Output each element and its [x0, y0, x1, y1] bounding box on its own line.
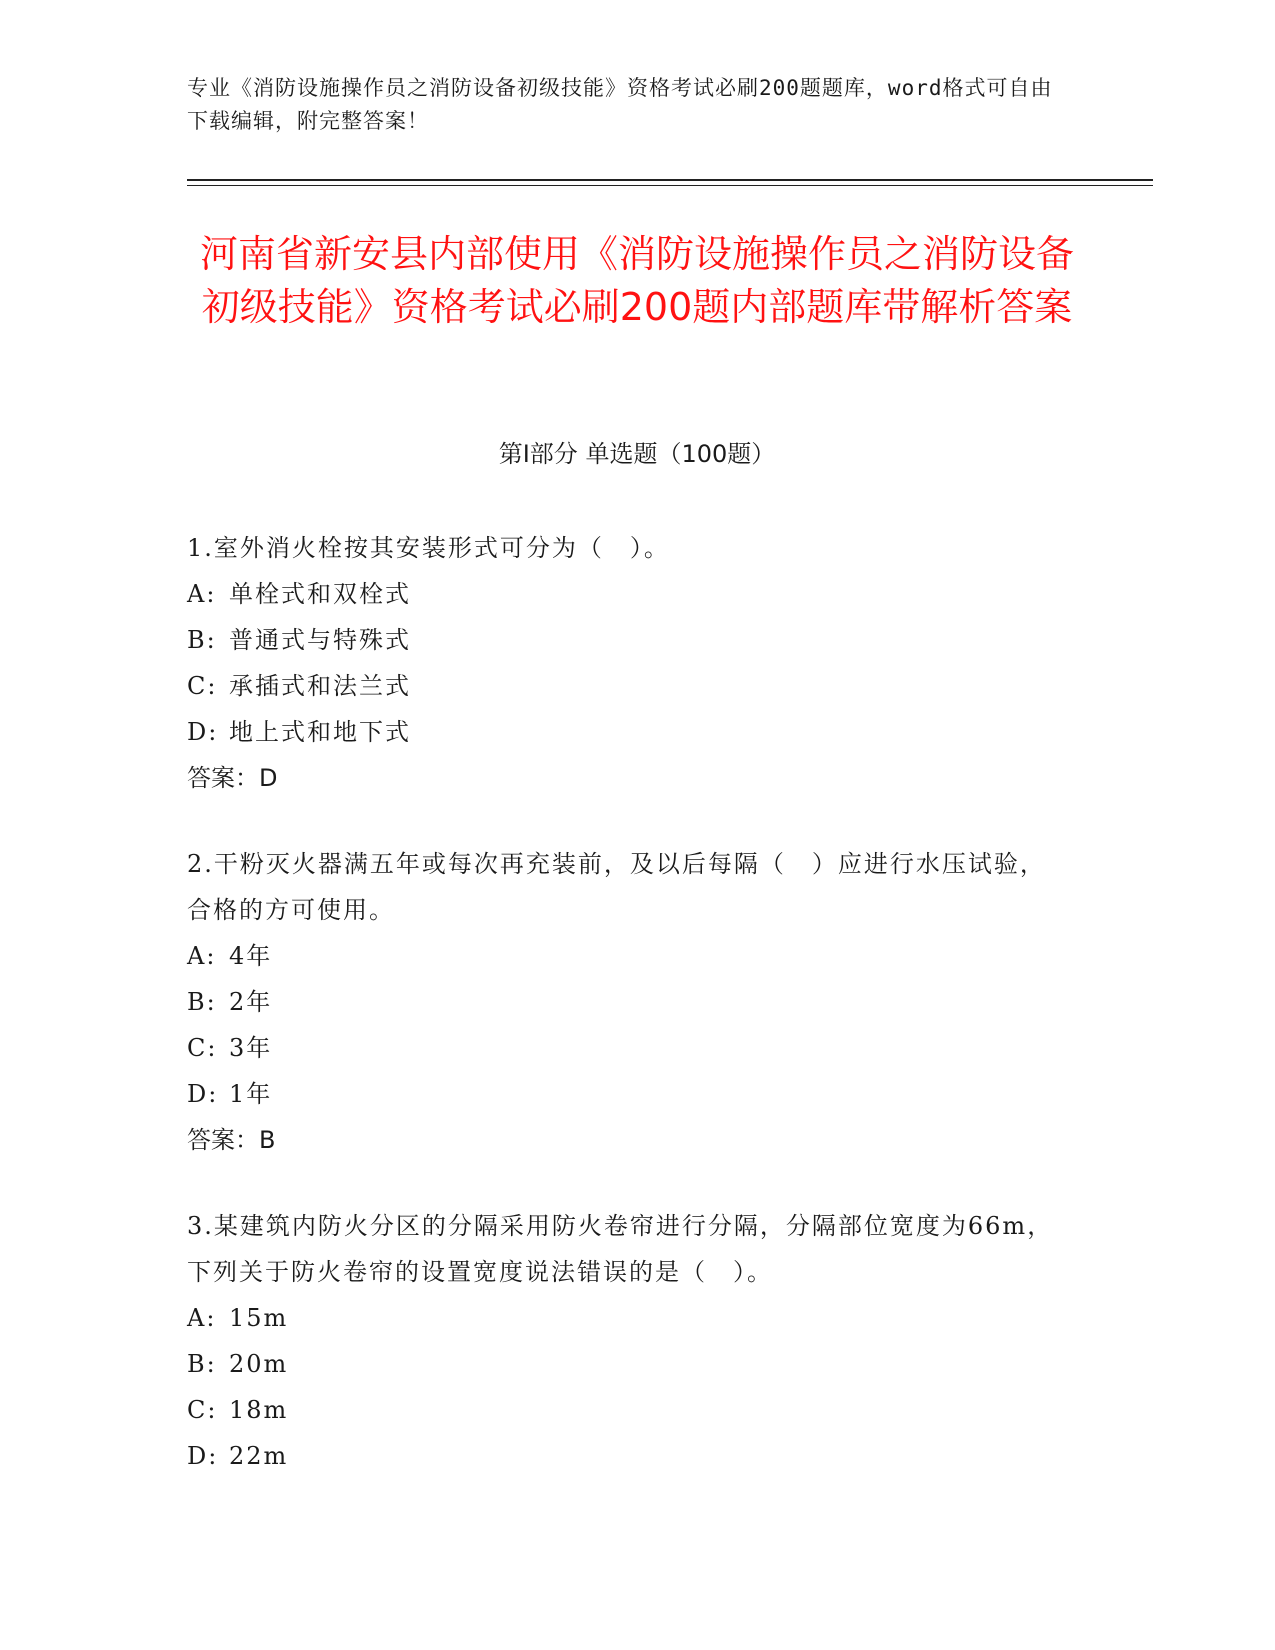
question-stem: 2.干粉灭火器满五年或每次再充装前，及以后每隔（ ）应进行水压试验，合格的方可使用。 — [187, 850, 1046, 924]
question-2 — [187, 841, 1067, 1163]
option-text: 15m — [229, 1304, 289, 1332]
question-list — [187, 525, 1067, 1519]
option-d — [187, 1433, 1067, 1479]
option-key: D: — [187, 1442, 219, 1470]
question-stem: 3.某建筑内防火分区的分隔采用防火卷帘进行分隔，分隔部位宽度为66m，下列关于防火卷帘的设置宽度说法错误的是（ ）。 — [187, 1212, 1054, 1286]
option-d — [187, 1071, 1067, 1117]
option-b — [187, 617, 1067, 663]
option-text: 地上式和地下式 — [229, 718, 411, 746]
option-text: 普通式与特殊式 — [229, 626, 411, 654]
option-text: 20m — [229, 1350, 289, 1378]
option-text: 4年 — [229, 942, 273, 970]
header-note: 专业《消防设施操作员之消防设备初级技能》资格考试必刷200题题库，word格式可自由下载编辑，附完整答案！ — [187, 76, 1053, 133]
option-c — [187, 1387, 1067, 1433]
option-d — [187, 709, 1067, 755]
option-key: C: — [187, 672, 218, 700]
option-key: A: — [187, 580, 217, 608]
option-key: B: — [187, 626, 217, 654]
section-title: 第Ⅰ部分 单选题（100题） — [498, 440, 776, 468]
option-key: C: — [187, 1034, 218, 1062]
header-rule-thin — [187, 185, 1153, 186]
answer: 答案：B — [187, 1126, 276, 1154]
option-key: B: — [187, 1350, 217, 1378]
option-key: B: — [187, 988, 217, 1016]
option-b — [187, 979, 1067, 1025]
document-title: 河南省新安县内部使用《消防设施操作员之消防设备初级技能》资格考试必刷200题内部题库带解析答案 — [199, 232, 1074, 329]
question-stem: 1.室外消火栓按其安装形式可分为（ ）。 — [187, 534, 670, 562]
option-text: 单栓式和双栓式 — [229, 580, 411, 608]
option-text: 2年 — [229, 988, 273, 1016]
option-key: D: — [187, 718, 219, 746]
option-a — [187, 571, 1067, 617]
option-key: D: — [187, 1080, 219, 1108]
option-text: 1年 — [229, 1080, 273, 1108]
option-text: 承插式和法兰式 — [229, 672, 411, 700]
header-rule-thick — [187, 179, 1153, 181]
option-a — [187, 1295, 1067, 1341]
option-b — [187, 1341, 1067, 1387]
question-3 — [187, 1203, 1067, 1479]
option-c — [187, 1025, 1067, 1071]
question-1 — [187, 525, 1067, 801]
option-a — [187, 933, 1067, 979]
option-c — [187, 663, 1067, 709]
option-text: 18m — [229, 1396, 289, 1424]
answer: 答案：D — [187, 764, 278, 792]
option-key: A: — [187, 1304, 217, 1332]
option-text: 3年 — [229, 1034, 273, 1062]
option-key: A: — [187, 942, 217, 970]
option-key: C: — [187, 1396, 218, 1424]
option-text: 22m — [229, 1442, 289, 1470]
